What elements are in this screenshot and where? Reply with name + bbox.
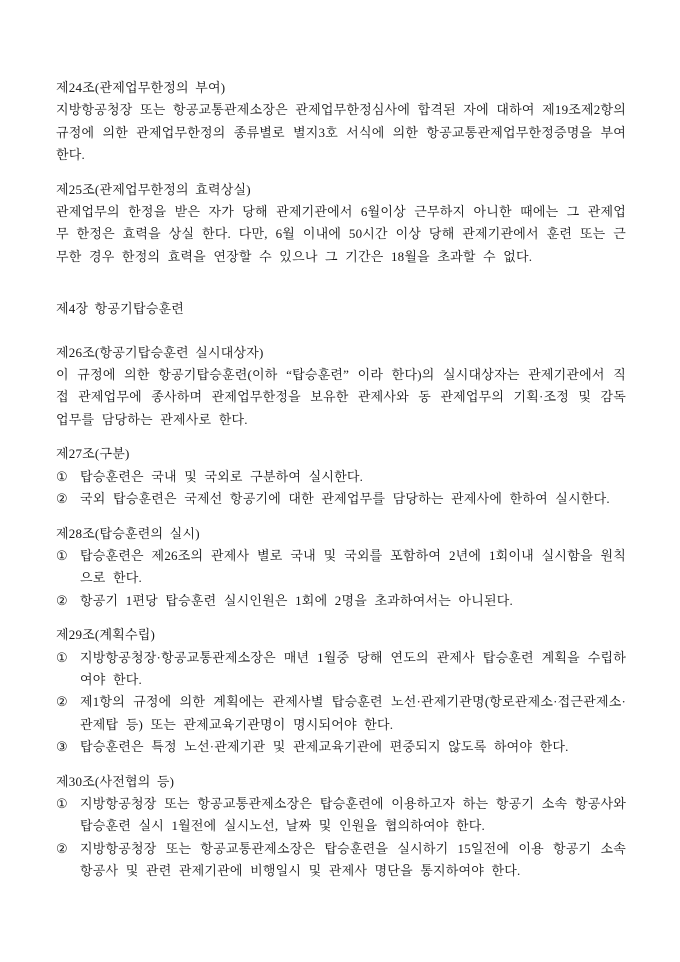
clause-item (56, 466, 626, 488)
article-26-heading: 제26조(항공기탑승훈련 실시대상자) (56, 344, 264, 360)
article-28-heading: 제28조(탑승훈련의 실시) (56, 525, 200, 541)
clause-text: 탑승훈련은 국내 및 국외로 구분하여 실시한다. (80, 468, 364, 484)
article-28 (56, 523, 626, 613)
clause-marker: ② (56, 491, 68, 507)
clause-item (56, 590, 626, 612)
article-29 (56, 624, 626, 758)
clause-text: 제1항의 규정에 의한 계획에는 관제사별 탑승훈련 노선·관제기관명(항로관제소·접근관제소·관제탑 등) 또는 관제교육기관명이 명시되어야 한다. (80, 694, 626, 732)
clause-marker: ① (56, 468, 68, 484)
article-27-heading: 제27조(구분) (56, 446, 130, 462)
clause-item (56, 488, 626, 510)
article-25-body: 관제업무의 한정을 받은 자가 당해 관제기관에서 6월이상 근무하지 아니한 때에는 그 관제업무 한정은 효력을 상실 한다. 다만, 6월 이내에 50시간 이상 당해 관제기관에서 훈련 또는 근무한 경우 한정의 효력을 연장할 수 있으나 그 기간은 18월을 초과할 수 없다. (56, 204, 626, 264)
clause-item (56, 838, 626, 883)
clause-text: 국외 탑승훈련은 국제선 항공기에 대한 관제업무를 담당하는 관제사에 한하여 실시한다. (80, 491, 610, 507)
article-29-heading: 제29조(계획수립) (56, 627, 156, 643)
clause-text: 지방항공청장·항공교통관제소장은 매년 1월중 당해 연도의 관제사 탑승훈련 계획을 수립하여야 한다. (80, 649, 626, 687)
clause-item (56, 793, 626, 838)
clause-text: 지방항공청장 또는 항공교통관제소장은 탑승훈련에 이용하고자 하는 항공기 소속 항공사와 탑승훈련 실시 1월전에 실시노선, 날짜 및 인원을 협의하여야 한다. (80, 795, 626, 834)
clause-marker: ② (56, 694, 68, 710)
article-30-heading: 제30조(사전협의 등) (56, 773, 175, 789)
clause-marker: ① (56, 795, 68, 811)
article-24-body: 지방항공청장 또는 항공교통관제소장은 관제업무한정심사에 합격된 자에 대하여 제19조제2항의 규정에 의한 관제업무한정의 종류별로 별지3호 서식에 의한 항공교통관제업무한정증명을 부여한다. (56, 102, 626, 163)
clause-marker: ① (56, 649, 68, 665)
article-30 (56, 771, 626, 883)
clause-marker: ③ (56, 739, 68, 755)
article-26 (56, 342, 626, 432)
clause-text: 탑승훈련은 제26조의 관제사 별로 국내 및 국외를 포함하여 2년에 1회이내 실시함을 원칙으로 한다. (80, 547, 626, 586)
article-25 (56, 179, 626, 269)
article-24-heading: 제24조(관제업무한정의 부여) (56, 80, 226, 95)
clause-item (56, 691, 626, 736)
article-26-body: 이 규정에 의한 항공기탑승훈련(이하 “탑승훈련” 이라 한다)의 실시대상자는 관제기관에서 직접 관제업무에 종사하며 관제업무한정을 보유한 관제사와 동 관제업무의 기획·조정 및 감독 업무를 담당하는 관제사로 한다. (56, 367, 626, 427)
clause-item (56, 545, 626, 590)
article-27 (56, 443, 626, 510)
article-24 (56, 77, 626, 167)
clause-text: 탑승훈련은 특정 노선·관제기관 및 관제교육기관에 편중되지 않도록 하여야 한다. (80, 739, 569, 755)
clause-marker: ① (56, 547, 68, 563)
clause-item (56, 736, 626, 758)
clause-text: 항공기 1편당 탑승훈련 실시인원은 1회에 2명을 초과하여서는 아니된다. (80, 592, 513, 608)
clause-item (56, 647, 626, 692)
clause-text: 지방항공청장 또는 항공교통관제소장은 탑승훈련을 실시하기 15일전에 이용 항공기 소속 항공사 및 관련 관제기관에 비행일시 및 관제사 명단을 통지하여야 한다. (80, 840, 626, 879)
clause-marker: ② (56, 840, 68, 856)
article-25-heading: 제25조(관제업무한정의 효력상실) (56, 181, 251, 197)
clause-marker: ② (56, 592, 68, 608)
chapter-4-heading: 제4장 항공기탑승훈련 (56, 301, 184, 317)
